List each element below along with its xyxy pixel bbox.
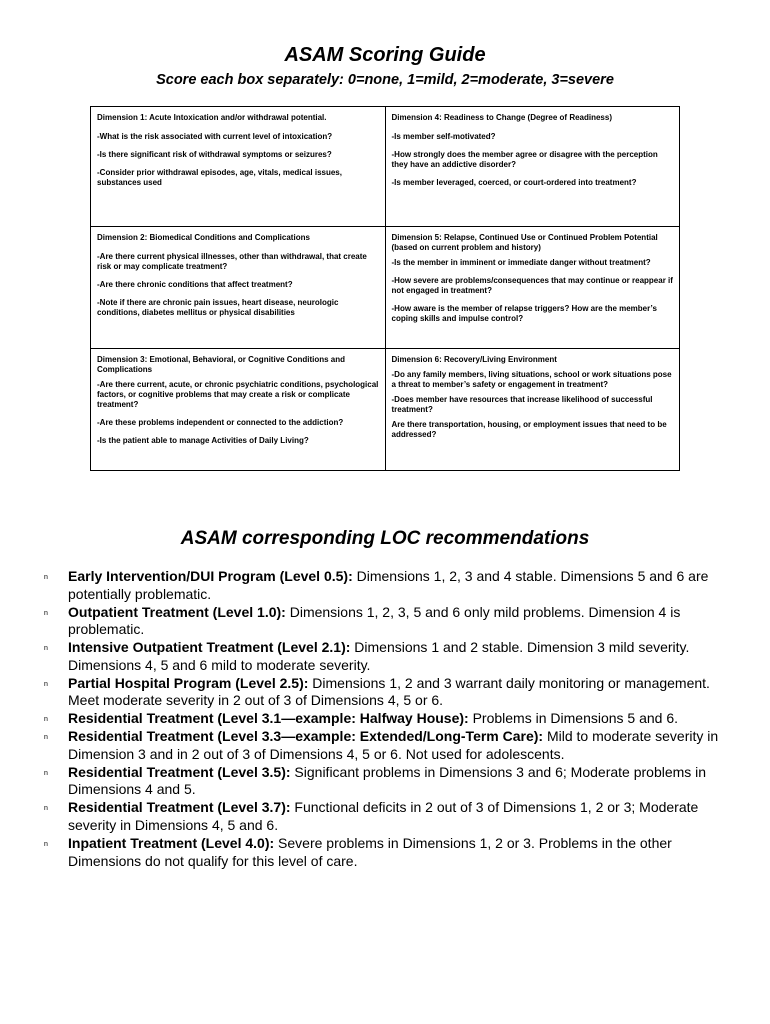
recommendation-text: Dimensions 1, 2, 3 and 4 stable. Dimensions 5 and 6 are potentially problematic. [68, 568, 709, 602]
bullet-icon: n [44, 609, 48, 617]
loc-heading: ASAM corresponding LOC recommendations [180, 528, 590, 549]
bullet-icon: n [44, 734, 48, 742]
scoring-subtitle: Score each box separately: 0=none, 1=mild, 2=moderate, 3=severe [156, 72, 614, 88]
dimension-question: -What is the risk associated with current level of intoxication? [97, 132, 333, 141]
dimension-title: Dimension 5: Relapse, Continued Use or Continued Problem Potential (based on current problem and history) [391, 233, 658, 253]
dimension-cell [385, 107, 680, 227]
bullet-icon: n [44, 805, 48, 813]
bullet-icon: n [44, 680, 48, 688]
dimension-title: Dimension 4: Readiness to Change (Degree of Readiness) [391, 113, 612, 122]
recommendation-label: Partial Hospital Program (Level 2.5): [68, 674, 309, 691]
list-item [44, 639, 744, 674]
list-item [44, 799, 744, 834]
dimension-question: -Is member self-motivated? [391, 132, 496, 141]
dimension-question: -How severe are problems/consequences that may continue or reappear if not engaged in treatment? [391, 276, 673, 296]
recommendation-label: Inpatient Treatment (Level 4.0): [68, 835, 275, 852]
recommendation-text: Severe problems in Dimensions 1, 2 or 3. Problems in the other Dimensions do not qualify for this level of care. [68, 835, 672, 869]
recommendation-label: Early Intervention/DUI Program (Level 0.5): [68, 568, 353, 584]
recommendation-label: Residential Treatment (Level 3.3—example: Extended/Long-Term Care): [68, 728, 544, 745]
table-row [91, 348, 680, 470]
dimension-cell [385, 348, 680, 470]
dimension-title: Dimension 1: Acute Intoxication and/or withdrawal potential. [97, 113, 327, 122]
table-row [91, 107, 680, 227]
recommendation-label: Residential Treatment (Level 3.1—example: Halfway House): [68, 710, 469, 727]
page-title: ASAM Scoring Guide [284, 44, 486, 66]
dimension-question: -Is the patient able to manage Activities of Daily Living? [97, 435, 309, 445]
list-item [44, 675, 744, 710]
dimension-question: -Does member have resources that increase likelihood of successful treatment? [391, 394, 653, 414]
recommendation-text: Problems in Dimensions 5 and 6. [468, 710, 679, 727]
dimension-cell [385, 227, 680, 348]
recommendation-text: Dimensions 1, 2, 3, 5 and 6 only mild problems. Dimension 4 is problematic. [68, 603, 681, 638]
dimension-question: -Are these problems independent or connected to the addiction? [97, 417, 344, 427]
list-item [44, 835, 744, 870]
dimension-question: -Do any family members, living situations, school or work situations pose a threat to member’s safety or engagement in treatment? [391, 369, 672, 389]
list-item [44, 604, 744, 639]
dimension-question: -Consider prior withdrawal episodes, age, vitals, medical issues, substances used [97, 168, 342, 187]
list-item [44, 728, 744, 763]
table-row [91, 227, 680, 348]
dimension-title: Dimension 6: Recovery/Living Environment [391, 354, 557, 364]
bullet-icon: n [44, 841, 48, 849]
dimension-question: -Is member leveraged, coerced, or court-ordered into treatment? [391, 178, 637, 187]
dimension-cell [91, 348, 386, 470]
dimension-question: -Are there current physical illnesses, other than withdrawal, that create risk or may complicate treatment? [97, 252, 367, 272]
list-item [44, 710, 744, 728]
dimension-cell [91, 227, 386, 348]
dimension-question: -Are there current, acute, or chronic psychiatric conditions, psychological factors, or cognitive problems that may create a risk or complicate treatment? [97, 379, 379, 409]
recommendation-text: Dimensions 1, 2 and 3 warrant daily monitoring or management. Meet moderate severity in 2 out of 3 of Dimensions 4, 5 or 6. [68, 674, 710, 709]
dimension-question: -Note if there are chronic pain issues, heart disease, neurologic conditions, diabetes mellitus or physical disabilities [97, 298, 339, 318]
recommendation-label: Residential Treatment (Level 3.5): [68, 763, 291, 780]
recommendation-text: Functional deficits in 2 out of 3 of Dimensions 1, 2 or 3; Moderate severity in Dimensions 4, 5 and 6. [68, 799, 699, 834]
dimension-question: -How aware is the member of relapse triggers? How are the member’s coping skills and impulse control? [391, 304, 657, 324]
recommendation-text: Dimensions 1 and 2 stable. Dimension 3 mild severity. Dimensions 4, 5 and 6 mild to moderate severity. [68, 639, 690, 673]
dimension-question: Are there transportation, housing, or employment issues that need to be addressed? [391, 419, 667, 439]
bullet-icon: n [44, 769, 48, 777]
dimensions-table [90, 106, 680, 471]
recommendation-text: Significant problems in Dimensions 3 and 6; Moderate problems in Dimensions 4 and 5. [68, 763, 707, 798]
dimension-cell [91, 107, 386, 227]
dimension-question: -Is the member in imminent or immediate danger without treatment? [391, 258, 651, 268]
bullet-icon: n [44, 645, 48, 653]
bullet-icon: n [44, 716, 48, 724]
dimension-title: Dimension 3: Emotional, Behavioral, or Cognitive Conditions and Complications [97, 354, 346, 374]
recommendation-label: Residential Treatment (Level 3.7): [68, 799, 291, 816]
recommendation-label: Intensive Outpatient Treatment (Level 2.1): [68, 639, 351, 656]
recommendation-label: Outpatient Treatment (Level 1.0): [68, 603, 286, 620]
list-item [44, 764, 744, 799]
dimension-title: Dimension 2: Biomedical Conditions and Complications [97, 233, 310, 243]
dimension-question: -Are there chronic conditions that affect treatment? [97, 280, 293, 290]
dimension-question: -How strongly does the member agree or disagree with the perception they have an addictive disorder? [391, 150, 658, 169]
list-item [44, 568, 744, 603]
recommendation-text: Mild to moderate severity in Dimension 3 and in 2 out of 3 of Dimensions 4, 5 or 6. Not used for adolescents. [68, 728, 719, 762]
bullet-icon: n [44, 574, 48, 581]
loc-recommendations-list [44, 568, 744, 871]
dimension-question: -Is there significant risk of withdrawal symptoms or seizures? [97, 150, 332, 159]
